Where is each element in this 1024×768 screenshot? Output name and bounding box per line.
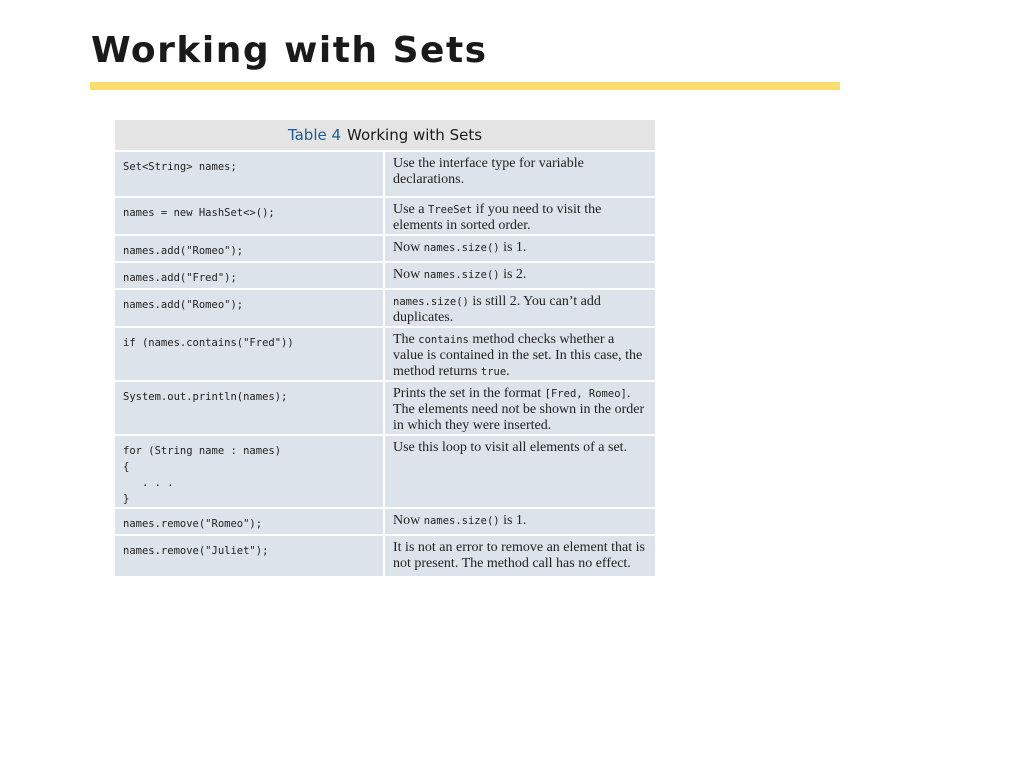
inline-code: TreeSet <box>428 204 473 216</box>
title-underline <box>90 82 840 90</box>
table-row <box>115 328 655 382</box>
table-row <box>115 290 655 328</box>
code-cell: names.remove("Romeo"); <box>115 509 385 536</box>
code-cell: Set<String> names; <box>115 152 385 198</box>
description-text: Use the interface type for variable declarations. <box>393 156 584 187</box>
code-cell: names.add("Fred"); <box>115 263 385 290</box>
code-cell: names.add("Romeo"); <box>115 290 385 328</box>
table-row <box>115 536 655 578</box>
code-cell: names = new HashSet<>(); <box>115 198 385 236</box>
description-text: Use a <box>393 202 428 217</box>
description-cell <box>385 152 655 198</box>
table-row <box>115 198 655 236</box>
inline-code: true <box>480 366 507 378</box>
code-cell: names.remove("Juliet"); <box>115 536 385 578</box>
table-row <box>115 236 655 263</box>
inline-code: names.size() <box>423 242 500 254</box>
description-cell <box>385 236 655 263</box>
table-caption-row <box>115 120 655 152</box>
table-row <box>115 436 655 509</box>
code-cell: if (names.contains("Fred")) <box>115 328 385 382</box>
inline-code: names.size() <box>423 269 500 281</box>
table-row <box>115 263 655 290</box>
description-text: is still 2. You can’t add duplicates. <box>393 294 601 325</box>
sets-table-grid <box>115 120 655 578</box>
description-text: is 1. <box>499 513 527 528</box>
description-text: if you need to visit the elements in sorted order. <box>393 202 602 233</box>
code-cell: names.add("Romeo"); <box>115 236 385 263</box>
inline-code: names.size() <box>423 515 500 527</box>
slide-title: Working with Sets <box>91 30 488 71</box>
table-row <box>115 382 655 436</box>
table-body <box>115 152 655 578</box>
code-cell: for (String name : names) { . . . } <box>115 436 385 509</box>
description-cell <box>385 536 655 578</box>
inline-code: names.size() <box>393 296 469 308</box>
table-row <box>115 152 655 198</box>
description-text: is 1. <box>499 240 527 255</box>
description-text: is 2. <box>499 267 527 282</box>
description-cell <box>385 382 655 436</box>
sets-table <box>115 120 655 578</box>
description-text: . The elements need not be shown in the order in which they were inserted. <box>393 386 645 433</box>
description-cell <box>385 198 655 236</box>
table-caption <box>115 120 655 152</box>
inline-code: contains <box>418 334 469 346</box>
description-cell <box>385 263 655 290</box>
description-text: The <box>393 332 419 347</box>
description-text: Now <box>393 513 424 528</box>
code-cell: System.out.println(names); <box>115 382 385 436</box>
description-cell <box>385 509 655 536</box>
description-text: Now <box>393 240 424 255</box>
description-text: Prints the set in the format <box>393 386 545 401</box>
inline-code: [Fred, Romeo] <box>544 388 627 400</box>
table-caption-number: Table 4 <box>287 126 342 144</box>
description-text: Use this loop to visit all elements of a set. <box>393 440 628 455</box>
table-caption-title: Working with Sets <box>347 126 483 144</box>
description-cell <box>385 436 655 509</box>
description-cell <box>385 328 655 382</box>
description-text: It is not an error to remove an element that is not present. The method call has no effect. <box>393 540 645 571</box>
description-text: method checks whether a value is contained in the set. In this case, the method returns <box>393 332 643 379</box>
description-text: Now <box>393 267 424 282</box>
description-text: . <box>506 364 510 379</box>
description-cell <box>385 290 655 328</box>
table-row <box>115 509 655 536</box>
